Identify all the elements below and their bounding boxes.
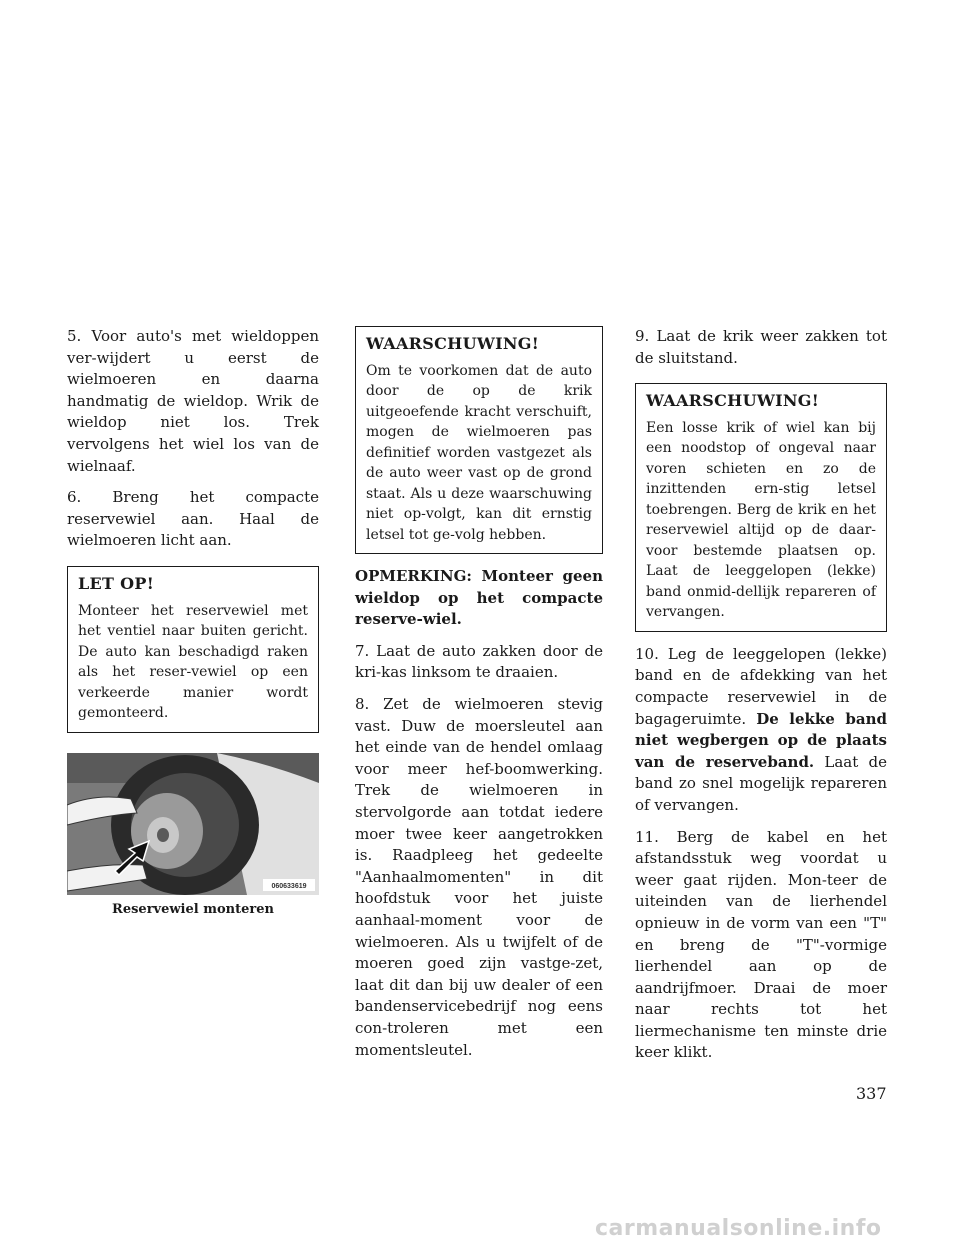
- right-column: [635, 326, 887, 1074]
- step-11: 11. Berg de kabel en het afstandsstuk weg voordat u weer gaat rijden. Mon-teer de uiteinden van de lierhendel opnieuw in de vorm van een "T" en breng de "T"-vormige lierhendel aan op de aandrijfmoer. Draai de moer naar rechts tot het liermechanisme ten minste drie keer klikt.: [635, 827, 887, 1062]
- step-10-end: Laat de band zo snel mogelijk repareren of vervangen.: [635, 752, 887, 814]
- page-number: 337: [856, 1084, 887, 1103]
- spare-wheel-figure: [67, 753, 319, 921]
- step-10-bold: De lekke band niet wegbergen op de plaats van de reserveband.: [635, 709, 887, 771]
- step-6: 6. Breng het compacte reservewiel aan. Haal de wielmoeren licht aan.: [67, 488, 319, 550]
- caution-title: LET OP!: [78, 573, 155, 593]
- middle-column: [355, 326, 603, 1071]
- warning-box-2: [635, 383, 887, 632]
- warning-text-1: Om te voorkomen dat de auto door de op de krik uitgeoefende kracht verschuift, mogen de wielmoeren pas definitief worden vastgezet als de auto weer vast op de grond staat. Als u deze waarschuwing niet op-volgt, kan dit ernstig letsel tot ge-volg hebben.: [366, 362, 592, 543]
- warning-title-2: WAARSCHUWING!: [646, 391, 820, 411]
- watermark: carmanualsonline.info: [595, 1216, 882, 1241]
- spare-wheel-illustration: [67, 753, 319, 895]
- warning-box-1: [355, 326, 603, 554]
- warning-text-2: Een losse krik of wiel kan bij een noodstop of ongeval naar voren schieten en zo de inzittenden ern-stig letsel toebrengen. Berg de krik en het reservewiel altijd op de daar-voor bestemde plaatsen op. Laat de leeggelopen (lekke) band onmid-dellijk repareren of vervangen.: [646, 419, 876, 621]
- step-10-text: 10. Leg de leeggelopen (lekke) band en de afdekking van het compacte reservewiel in de bagageruimte.: [635, 644, 887, 728]
- figure-caption: Reservewiel monteren: [112, 901, 274, 917]
- step-9: 9. Laat de krik weer zakken tot de sluitstand.: [635, 327, 887, 367]
- caution-box: [67, 566, 319, 733]
- warning-title-1: WAARSCHUWING!: [366, 334, 540, 353]
- note: OPMERKING: Monteer geen wieldop op het compacte reserve-wiel.: [355, 567, 603, 629]
- left-column: [67, 326, 319, 920]
- step-10: [635, 644, 887, 817]
- step-5: 5. Voor auto's met wieldoppen ver-wijdert u eerst de wielmoeren en daarna handmatig de wieldop. Wrik de wieldop niet los. Trek vervolgens het wiel los van de wielnaaf.: [67, 327, 319, 475]
- figure-code: 060633619: [271, 882, 307, 890]
- step-8: 8. Zet de wielmoeren stevig vast. Duw de moersleutel aan het einde van de hendel omlaag voor meer hef-boomwerking. Trek de wielmoeren in stervolgorde aan totdat iedere moer twee keer aangetrokken is. Raadpleeg het gedeelte "Aanhaalmomenten" in dit hoofdstuk voor het juiste aanhaal-moment voor de wielmoeren. Als u twijfelt of de moeren goed zijn vastge-zet, laat dit dan bij uw dealer of een bandenservicebedrijf nog eens con-troleren met een momentsleutel.: [355, 695, 603, 1059]
- step-7: 7. Laat de auto zakken door de kri-kas linksom te draaien.: [355, 641, 603, 682]
- caution-text: Monteer het reservewiel met het ventiel naar buiten gericht. De auto kan beschadigd raken als het reser-vewiel op een verkeerde manier wordt gemonteerd.: [78, 602, 308, 722]
